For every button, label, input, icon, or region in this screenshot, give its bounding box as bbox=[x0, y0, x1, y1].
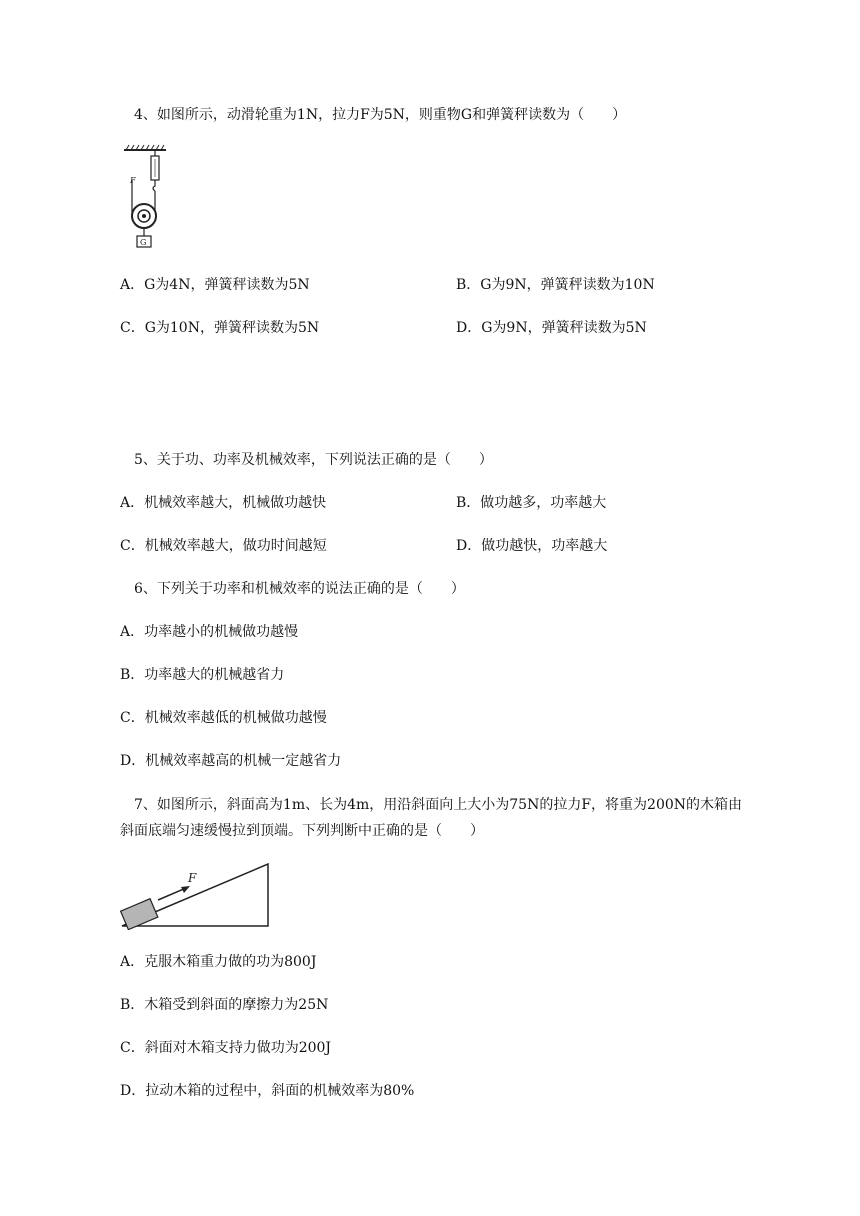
pulley-force-label: F bbox=[130, 176, 136, 185]
question-4-option-c[interactable]: C．G为10N，弹簧秤读数为5N bbox=[120, 320, 320, 336]
question-7-option-a[interactable]: A．克服木箱重力做的功为800J bbox=[120, 954, 317, 970]
question-5-option-d[interactable]: D．做功越快，功率越大 bbox=[456, 538, 608, 554]
question-6-option-c[interactable]: C．机械效率越低的机械做功越慢 bbox=[120, 710, 327, 726]
question-4-option-a[interactable]: A．G为4N，弹簧秤读数为5N bbox=[120, 277, 310, 293]
question-7-stem-line2: 斜面底端匀速缓慢拉到顶端。下列判断中正确的是（ ） bbox=[120, 823, 484, 839]
question-5-option-b[interactable]: B．做功越多，功率越大 bbox=[456, 495, 607, 511]
question-4-option-d[interactable]: D．G为9N，弹簧秤读数为5N bbox=[456, 320, 647, 336]
question-4-stem: 4、如图所示，动滑轮重为1N，拉力F为5N，则重物G和弹簧秤读数为（ ） bbox=[134, 107, 627, 123]
question-7-option-d[interactable]: D．拉动木箱的过程中，斜面的机械效率为80% bbox=[120, 1083, 415, 1099]
pulley-weight-label: G bbox=[140, 238, 147, 247]
question-5-stem: 5、关于功、功率及机械效率，下列说法正确的是（ ） bbox=[134, 452, 493, 468]
question-6-stem: 6、下列关于功率和机械效率的说法正确的是（ ） bbox=[134, 581, 465, 597]
incline-force-label: F bbox=[188, 871, 197, 885]
question-6-option-d[interactable]: D．机械效率越高的机械一定越省力 bbox=[120, 753, 342, 769]
question-7-option-c[interactable]: C．斜面对木箱支持力做功为200J bbox=[120, 1040, 332, 1056]
question-5-option-c[interactable]: C．机械效率越大，做功时间越短 bbox=[120, 538, 327, 554]
incline-figure bbox=[118, 860, 274, 930]
question-7-stem-line1: 7、如图所示，斜面高为1m、长为4m，用沿斜面向上大小为75N的拉力F，将重为200N的木箱由 bbox=[134, 797, 743, 813]
question-4-option-b[interactable]: B．G为9N，弹簧秤读数为10N bbox=[456, 277, 655, 293]
question-6-option-b[interactable]: B．功率越大的机械越省力 bbox=[120, 667, 285, 683]
question-5-option-a[interactable]: A．机械效率越大，机械做功越快 bbox=[120, 495, 327, 511]
question-7-option-b[interactable]: B．木箱受到斜面的摩擦力为25N bbox=[120, 997, 329, 1013]
question-6-option-a[interactable]: A．功率越小的机械做功越慢 bbox=[120, 624, 299, 640]
pulley-figure bbox=[120, 142, 172, 254]
